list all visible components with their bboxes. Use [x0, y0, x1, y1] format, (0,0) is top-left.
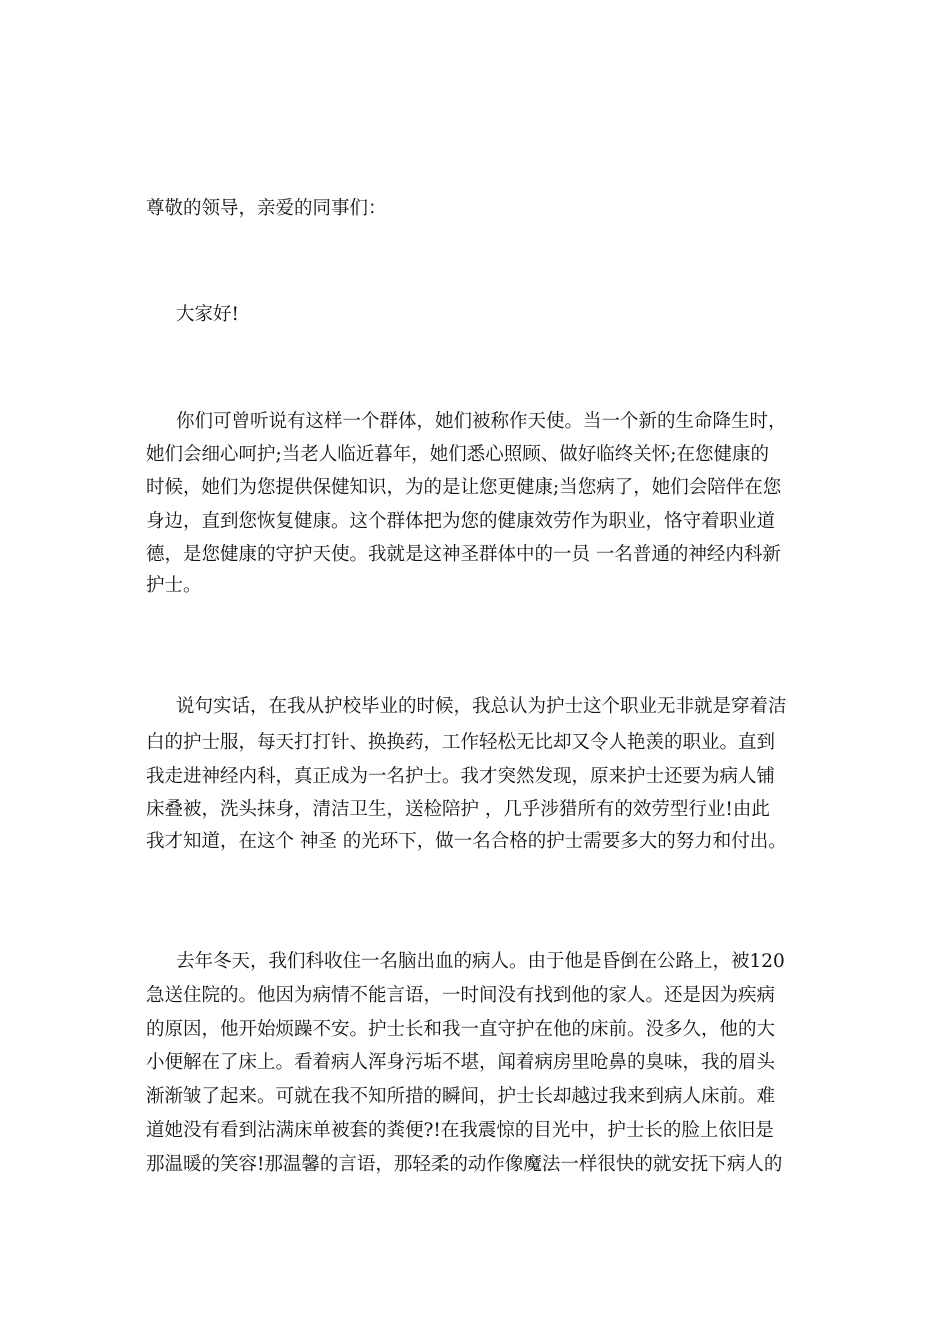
paragraph-line: 道她没有看到沾满床单被套的粪便?!在我震惊的目光中，护士长的脸上依旧是 [146, 1120, 774, 1141]
paragraph-line: 渐渐皱了起来。可就在我不知所措的瞬间，护士长却越过我来到病人床前。难 [146, 1086, 776, 1107]
greeting: 大家好! [176, 304, 239, 325]
paragraph-line: 德，是您健康的守护天使。我就是这神圣群体中的一员 一名普通的神经内科新 [146, 544, 781, 565]
paragraph-line: 护士。 [146, 575, 202, 596]
paragraph-line: 我才知道，在这个 神圣 的光环下，做一名合格的护士需要多大的努力和付出。 [146, 831, 787, 852]
paragraph-line: 去年冬天，我们科收住一名脑出血的病人。由于他是昏倒在公路上，被120 [176, 951, 785, 972]
paragraph-line: 白的护士服，每天打打针、换换药，工作轻松无比却又令人艳羡的职业。直到 [146, 732, 776, 753]
paragraph-line: 急送住院的。他因为病情不能言语，一时间没有找到他的家人。还是因为疾病 [146, 985, 776, 1006]
paragraph-line: 你们可曾听说有这样一个群体，她们被称作天使。当一个新的生命降生时， [176, 411, 787, 432]
salutation: 尊敬的领导，亲爱的同事们： [146, 198, 387, 219]
paragraph-line: 小便解在了床上。看着病人浑身污垢不堪，闻着病房里呛鼻的臭味，我的眉头 [146, 1052, 776, 1073]
paragraph-line: 那温暖的笑容!那温馨的言语，那轻柔的动作像魔法一样很快的就安抚下病人的 [146, 1154, 783, 1175]
paragraph-line: 时候，她们为您提供保健知识，为的是让您更健康;当您病了，她们会陪伴在您 [146, 477, 782, 498]
paragraph-line: 的原因，他开始烦躁不安。护士长和我一直守护在他的床前。没多久，他的大 [146, 1019, 776, 1040]
paragraph-line: 床叠被，洗头抹身，清洁卫生，送检陪护 ，几乎涉猎所有的效劳型行业!由此 [146, 799, 770, 820]
paragraph-line: 我走进神经内科，真正成为一名护士。我才突然发现，原来护士还要为病人铺 [146, 766, 776, 787]
paragraph-line: 说句实话，在我从护校毕业的时候，我总认为护士这个职业无非就是穿着洁 [176, 696, 787, 717]
paragraph-line: 身边，直到您恢复健康。这个群体把为您的健康效劳作为职业，恪守着职业道 [146, 511, 776, 532]
paragraph-line: 她们会细心呵护;当老人临近暮年，她们悉心照顾、做好临终关怀;在您健康的 [146, 444, 769, 465]
